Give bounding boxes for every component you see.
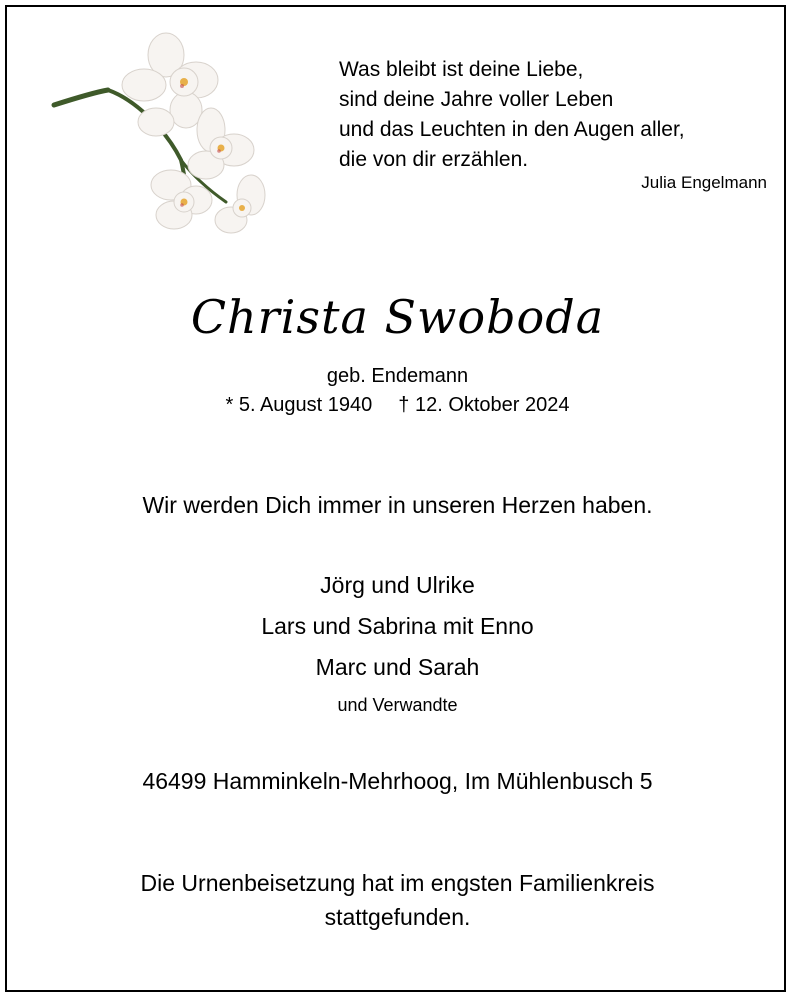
life-dates (0, 394, 795, 417)
born-name: geb. Endemann (326, 365, 469, 387)
mourner: Marc und Sarah (315, 654, 480, 680)
poem-author: Julia Engelmann (641, 173, 767, 192)
poem (339, 55, 685, 175)
death-date: † 12. Oktober 2024 (398, 394, 570, 416)
notice-line: stattgefunden. (324, 904, 471, 930)
poem-line: sind deine Jahre voller Leben (339, 88, 614, 111)
relatives: und Verwandte (337, 695, 458, 715)
mourners-list (0, 565, 795, 722)
address: 46499 Hamminkeln-Mehrhoog, Im Mühlenbusch 5 (142, 768, 653, 794)
deceased-name: Christa Swoboda (190, 290, 605, 344)
memorial-message: Wir werden Dich immer in unseren Herzen haben. (142, 492, 653, 518)
mourner: Lars und Sabrina mit Enno (261, 613, 534, 639)
birth-date: * 5. August 1940 (225, 394, 373, 416)
orchid-image (46, 30, 276, 245)
poem-line: Was bleibt ist deine Liebe, (339, 58, 584, 81)
mourner: Jörg und Ulrike (320, 572, 475, 598)
poem-line: die von dir erzählen. (339, 148, 529, 171)
poem-line: und das Leuchten in den Augen aller, (339, 118, 685, 141)
notice-line: Die Urnenbeisetzung hat im engsten Familienkreis (140, 870, 655, 896)
burial-notice (0, 866, 795, 934)
